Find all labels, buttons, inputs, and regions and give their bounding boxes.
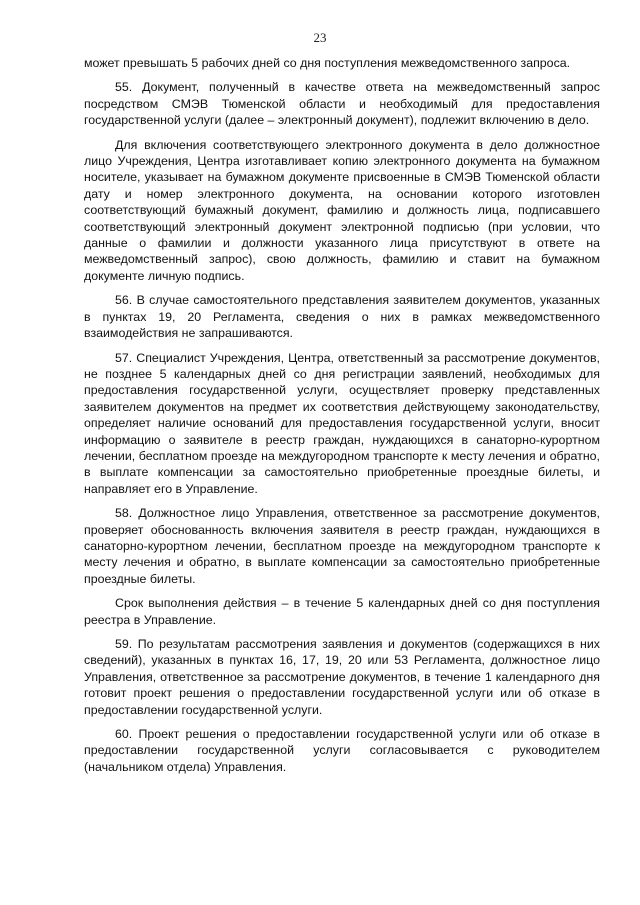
paragraph-56: 56. В случае самостоятельного представления заявителем документов, указанных в пунктах 19, 20 Регламента, сведения о них в рамках межведомственного взаимодействия не запрашиваются. xyxy=(84,293,600,341)
document-body xyxy=(84,55,600,783)
paragraph-continuation: может превышать 5 рабочих дней со дня поступления межведомственного запроса. xyxy=(84,56,571,70)
paragraph-55-electronic-doc: Для включения соответствующего электронного документа в дело должностное лицо Учреждения, Центра изготавливает копию электронного документа на бумажном носителе, указывает на бумажном документе присвоенные в СМЭВ Тюменской области дату и номер электронного документа, на основании которого изготовлен соответствующий бумажный документ, фамилию и должность лица, подписавшего соответствующий электронный документ электронной подписью (при условии, что данные о фамилии и должности указанного лица присутствуют в ответе на межведомственный запрос), свою должность, фамилию и ставит на бумажном документе личную подпись. xyxy=(84,137,600,283)
page-number: 23 xyxy=(313,30,327,45)
paragraph-58-deadline: Срок выполнения действия – в течение 5 календарных дней со дня поступления реестра в Управление. xyxy=(84,596,600,627)
paragraph-60: 60. Проект решения о предоставлении государственной услуги или об отказе в предоставлении государственной услуги согласовывается с руководителем (начальником отдела) Управления. xyxy=(84,727,600,774)
paragraph-59: 59. По результатам рассмотрения заявления и документов (содержащихся в них сведений), указанных в пунктах 16, 17, 19, 20 или 53 Регламента, должностное лицо Управления, ответственное за рассмотрение документов, в течение 1 календарного дня готовит проект решения о предоставлении государственной услуги или об отказе в предоставлении государственной услуги. xyxy=(84,637,600,717)
paragraph-57: 57. Специалист Учреждения, Центра, ответственный за рассмотрение документов, не позднее 5 календарных дней со дня регистрации заявлений, необходимых для предоставления государственной услуги, осуществляет проверку представленных заявителем документов на предмет их соответствия действующему законодательству, определяет наличие оснований для предоставления государственной услуги, вносит информацию о заявителе в реестр граждан, нуждающихся в санаторно-курортном лечении, бесплатном проезде на междугородном транспорте к месту лечения и обратно, в выплате компенсации за самостоятельно приобретенные проездные билеты, и направляет его в Управление. xyxy=(84,350,600,496)
paragraph-58: 58. Должностное лицо Управления, ответственное за рассмотрение документов, проверяет обоснованность включения заявителя в реестр граждан, нуждающихся в санаторно-курортном лечении, бесплатном проезде на междугородном транспорте к месту лечения и обратно, в выплате компенсации за самостоятельно приобретенные проездные билеты. xyxy=(84,506,600,586)
paragraph-55: 55. Документ, полученный в качестве ответа на межведомственный запрос посредством СМЭВ Тюменской области и необходимый для предоставления государственной услуги (далее – электронный документ), подлежит включению в дело. xyxy=(84,80,600,128)
